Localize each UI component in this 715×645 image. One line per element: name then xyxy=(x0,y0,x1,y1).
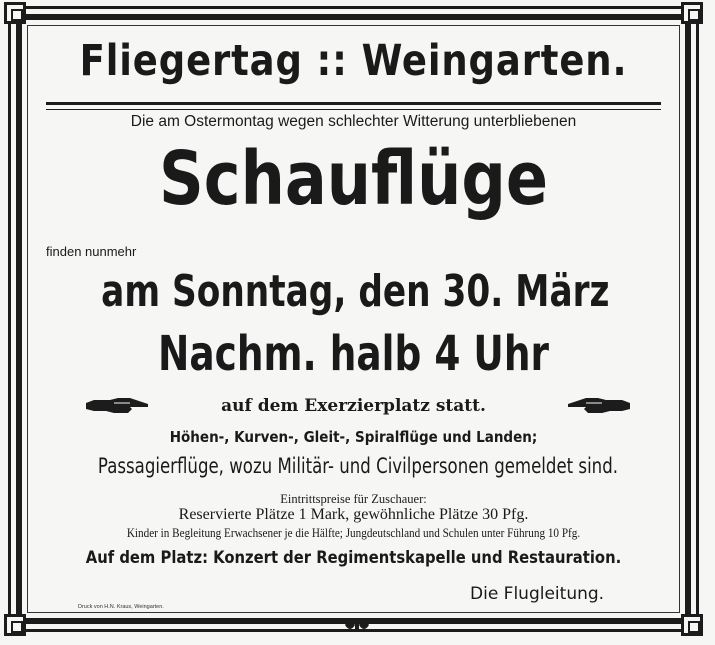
corner-ornament xyxy=(4,614,26,636)
concert-line: Auf dem Platz: Konzert der Regimentskapelle und Restauration. xyxy=(85,548,622,568)
flights-line: Höhen-, Kurven-, Gleit-, Spiralflüge und Landen; xyxy=(169,428,538,446)
corner-ornament xyxy=(681,2,703,24)
ornament-icon xyxy=(343,616,371,634)
printer-note: Druck von H.N. Kraus, Weingarten. xyxy=(78,604,164,610)
poster-headline: Schauflüge xyxy=(158,136,549,222)
corner-ornament xyxy=(681,614,703,636)
pointing-hand-left-icon xyxy=(566,395,632,417)
prices-line-1: Reservierte Plätze 1 Mark, gewöhnliche Plätze 30 Pfg. xyxy=(178,506,529,523)
date-line: am Sonntag, den 30. März xyxy=(101,266,610,317)
prices-heading: Eintrittspreise für Zuschauer: xyxy=(280,492,427,506)
finden-text: finden nunmehr xyxy=(46,244,137,259)
corner-ornament xyxy=(4,2,26,24)
poster-title: Fliegertag :: Weingarten. xyxy=(79,36,628,86)
prices-line-2: Kinder in Begleitung Erwachsener je die Hälfte; Jungdeutschland und Schulen unter Führung 10 Pfg. xyxy=(126,525,581,540)
signature: Die Flugleitung. xyxy=(470,584,605,604)
title-rule xyxy=(46,102,661,110)
passengers-line: Passagierflüge, wozu Militär- und Civilpersonen gemeldet sind. xyxy=(97,454,619,478)
place-line: auf dem Exerzierplatz statt. xyxy=(221,396,486,416)
time-line: Nachm. halb 4 Uhr xyxy=(158,326,549,382)
poster-subtitle: Die am Ostermontag wegen schlechter Witterung unterbliebenen xyxy=(130,113,577,130)
